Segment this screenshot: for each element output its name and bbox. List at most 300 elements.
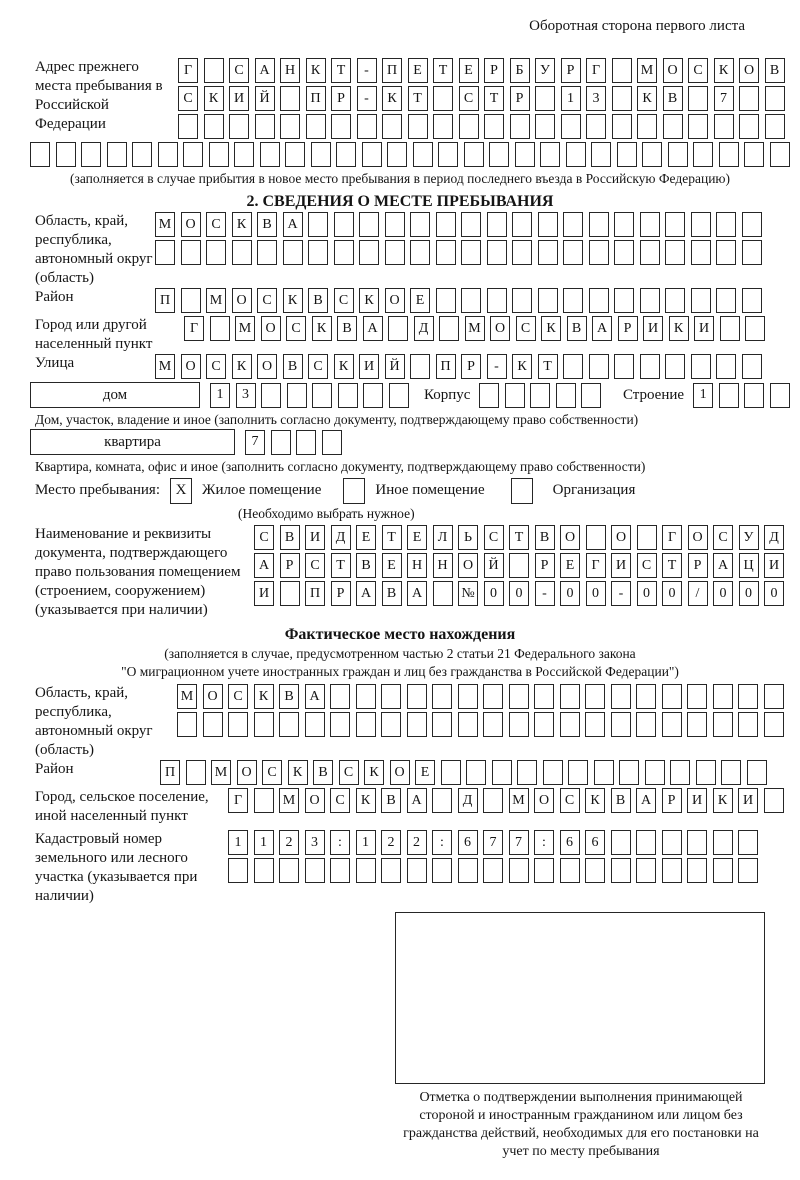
char-box[interactable] <box>535 114 555 139</box>
char-box[interactable] <box>744 383 764 408</box>
char-box[interactable] <box>363 383 383 408</box>
char-box[interactable] <box>308 212 328 237</box>
char-box[interactable]: 2 <box>279 830 299 855</box>
char-box[interactable]: А <box>255 58 275 83</box>
char-box[interactable] <box>764 788 784 813</box>
char-box[interactable] <box>228 858 248 883</box>
char-box[interactable] <box>336 142 356 167</box>
char-box[interactable] <box>637 114 657 139</box>
char-box[interactable] <box>255 114 275 139</box>
char-box[interactable]: Р <box>461 354 481 379</box>
char-box[interactable] <box>612 114 632 139</box>
char-box[interactable]: О <box>237 760 257 785</box>
char-box[interactable] <box>338 383 358 408</box>
char-box[interactable]: С <box>334 288 354 313</box>
char-box[interactable] <box>538 240 558 265</box>
char-box[interactable] <box>308 240 328 265</box>
char-box[interactable] <box>540 142 560 167</box>
char-box[interactable] <box>432 788 452 813</box>
char-box[interactable]: Е <box>408 58 428 83</box>
char-box[interactable] <box>512 288 532 313</box>
char-box[interactable]: 1 <box>693 383 713 408</box>
char-box[interactable] <box>585 858 605 883</box>
char-box[interactable]: К <box>232 212 252 237</box>
char-box[interactable] <box>509 712 529 737</box>
char-box[interactable] <box>556 383 576 408</box>
char-box[interactable] <box>560 684 580 709</box>
char-box[interactable] <box>483 858 503 883</box>
char-box[interactable] <box>439 316 459 341</box>
char-box[interactable]: А <box>363 316 383 341</box>
char-box[interactable]: Л <box>433 525 453 550</box>
char-box[interactable]: С <box>330 788 350 813</box>
char-box[interactable]: С <box>484 525 504 550</box>
char-box[interactable]: М <box>637 58 657 83</box>
char-box[interactable] <box>713 712 733 737</box>
char-box[interactable] <box>261 383 281 408</box>
char-box[interactable] <box>770 383 790 408</box>
char-box[interactable]: С <box>286 316 306 341</box>
char-box[interactable]: 0 <box>586 581 606 606</box>
char-box[interactable] <box>381 858 401 883</box>
char-box[interactable]: П <box>155 288 175 313</box>
char-box[interactable]: Е <box>382 553 402 578</box>
char-box[interactable] <box>483 684 503 709</box>
char-box[interactable]: 0 <box>764 581 784 606</box>
char-box[interactable]: С <box>229 58 249 83</box>
char-box[interactable]: К <box>254 684 274 709</box>
char-box[interactable]: О <box>181 354 201 379</box>
char-box[interactable] <box>107 142 127 167</box>
char-box[interactable]: / <box>688 581 708 606</box>
char-box[interactable] <box>586 525 606 550</box>
char-box[interactable]: С <box>459 86 479 111</box>
char-box[interactable]: В <box>283 354 303 379</box>
char-box[interactable] <box>181 240 201 265</box>
char-box[interactable] <box>280 114 300 139</box>
char-box[interactable] <box>563 354 583 379</box>
char-box[interactable]: У <box>739 525 759 550</box>
char-box[interactable] <box>436 212 456 237</box>
char-box[interactable] <box>716 288 736 313</box>
char-box[interactable] <box>509 684 529 709</box>
char-box[interactable]: 0 <box>739 581 759 606</box>
char-box[interactable] <box>745 316 765 341</box>
char-box[interactable] <box>296 430 316 455</box>
char-box[interactable]: И <box>643 316 663 341</box>
char-box[interactable]: К <box>713 788 733 813</box>
char-box[interactable] <box>688 114 708 139</box>
char-box[interactable] <box>713 684 733 709</box>
checkbox-organization[interactable] <box>511 478 533 504</box>
char-box[interactable] <box>721 760 741 785</box>
char-box[interactable]: А <box>592 316 612 341</box>
char-box[interactable] <box>636 684 656 709</box>
char-box[interactable] <box>432 858 452 883</box>
char-box[interactable]: Р <box>331 581 351 606</box>
char-box[interactable] <box>458 712 478 737</box>
char-box[interactable]: Т <box>382 525 402 550</box>
char-box[interactable]: Д <box>414 316 434 341</box>
char-box[interactable]: Ь <box>458 525 478 550</box>
char-box[interactable]: А <box>713 553 733 578</box>
char-box[interactable]: Д <box>764 525 784 550</box>
char-box[interactable] <box>517 760 537 785</box>
char-box[interactable]: Г <box>228 788 248 813</box>
char-box[interactable]: И <box>229 86 249 111</box>
char-box[interactable] <box>662 712 682 737</box>
char-box[interactable] <box>330 858 350 883</box>
char-box[interactable] <box>487 212 507 237</box>
char-box[interactable]: В <box>535 525 555 550</box>
char-box[interactable]: 2 <box>381 830 401 855</box>
char-box[interactable]: М <box>155 212 175 237</box>
char-box[interactable]: Е <box>560 553 580 578</box>
char-box[interactable]: С <box>560 788 580 813</box>
char-box[interactable] <box>637 525 657 550</box>
char-box[interactable]: В <box>611 788 631 813</box>
char-box[interactable] <box>181 288 201 313</box>
char-box[interactable] <box>614 212 634 237</box>
char-box[interactable]: 7 <box>245 430 265 455</box>
char-box[interactable]: П <box>436 354 456 379</box>
char-box[interactable] <box>560 858 580 883</box>
char-box[interactable]: С <box>637 553 657 578</box>
char-box[interactable] <box>492 760 512 785</box>
char-box[interactable] <box>459 114 479 139</box>
char-box[interactable]: 1 <box>254 830 274 855</box>
char-box[interactable] <box>432 712 452 737</box>
char-box[interactable] <box>232 240 252 265</box>
char-box[interactable] <box>739 86 759 111</box>
char-box[interactable] <box>257 240 277 265</box>
char-box[interactable] <box>663 114 683 139</box>
char-box[interactable] <box>612 58 632 83</box>
char-box[interactable] <box>389 383 409 408</box>
char-box[interactable] <box>538 288 558 313</box>
char-box[interactable] <box>589 240 609 265</box>
char-box[interactable] <box>487 240 507 265</box>
char-box[interactable]: Е <box>410 288 430 313</box>
char-box[interactable] <box>436 240 456 265</box>
char-box[interactable]: 3 <box>236 383 256 408</box>
char-box[interactable]: : <box>432 830 452 855</box>
char-box[interactable]: - <box>357 58 377 83</box>
char-box[interactable] <box>311 142 331 167</box>
char-box[interactable]: У <box>535 58 555 83</box>
char-box[interactable]: 0 <box>637 581 657 606</box>
char-box[interactable] <box>636 858 656 883</box>
char-box[interactable] <box>662 830 682 855</box>
char-box[interactable] <box>765 86 785 111</box>
char-box[interactable] <box>56 142 76 167</box>
char-box[interactable]: Г <box>586 58 606 83</box>
char-box[interactable] <box>413 142 433 167</box>
char-box[interactable]: М <box>235 316 255 341</box>
char-box[interactable] <box>387 142 407 167</box>
char-box[interactable]: Г <box>184 316 204 341</box>
char-box[interactable] <box>691 354 711 379</box>
char-box[interactable] <box>464 142 484 167</box>
char-box[interactable]: В <box>337 316 357 341</box>
char-box[interactable] <box>691 212 711 237</box>
char-box[interactable] <box>764 684 784 709</box>
char-box[interactable] <box>716 354 736 379</box>
char-box[interactable] <box>155 240 175 265</box>
char-box[interactable] <box>713 858 733 883</box>
char-box[interactable] <box>687 712 707 737</box>
char-box[interactable] <box>466 760 486 785</box>
char-box[interactable]: А <box>407 788 427 813</box>
char-box[interactable] <box>640 212 660 237</box>
char-box[interactable]: В <box>279 684 299 709</box>
char-box[interactable] <box>619 760 639 785</box>
char-box[interactable]: С <box>305 553 325 578</box>
char-box[interactable]: Р <box>662 788 682 813</box>
char-box[interactable]: А <box>636 788 656 813</box>
char-box[interactable] <box>285 142 305 167</box>
char-box[interactable]: С <box>254 525 274 550</box>
char-box[interactable] <box>636 712 656 737</box>
char-box[interactable] <box>408 114 428 139</box>
char-box[interactable] <box>479 383 499 408</box>
char-box[interactable]: О <box>490 316 510 341</box>
char-box[interactable] <box>662 684 682 709</box>
char-box[interactable] <box>611 858 631 883</box>
char-box[interactable]: Т <box>484 86 504 111</box>
char-box[interactable] <box>512 212 532 237</box>
char-box[interactable]: Р <box>688 553 708 578</box>
char-box[interactable] <box>585 684 605 709</box>
char-box[interactable]: И <box>694 316 714 341</box>
char-box[interactable]: К <box>283 288 303 313</box>
char-box[interactable]: К <box>288 760 308 785</box>
char-box[interactable]: О <box>458 553 478 578</box>
char-box[interactable] <box>738 858 758 883</box>
char-box[interactable] <box>589 212 609 237</box>
char-box[interactable]: - <box>611 581 631 606</box>
char-box[interactable] <box>322 430 342 455</box>
char-box[interactable]: М <box>206 288 226 313</box>
char-box[interactable] <box>438 142 458 167</box>
char-box[interactable]: К <box>382 86 402 111</box>
char-box[interactable]: 6 <box>560 830 580 855</box>
char-box[interactable]: М <box>211 760 231 785</box>
char-box[interactable] <box>385 212 405 237</box>
char-box[interactable] <box>563 240 583 265</box>
char-box[interactable]: С <box>206 212 226 237</box>
char-box[interactable] <box>204 58 224 83</box>
char-box[interactable]: В <box>765 58 785 83</box>
char-box[interactable]: С <box>257 288 277 313</box>
char-box[interactable] <box>158 142 178 167</box>
char-box[interactable]: 2 <box>407 830 427 855</box>
char-box[interactable] <box>742 288 762 313</box>
char-box[interactable]: И <box>359 354 379 379</box>
char-box[interactable]: 3 <box>586 86 606 111</box>
char-box[interactable] <box>484 114 504 139</box>
char-box[interactable] <box>742 240 762 265</box>
char-box[interactable]: А <box>305 684 325 709</box>
char-box[interactable]: И <box>738 788 758 813</box>
char-box[interactable]: : <box>330 830 350 855</box>
char-box[interactable]: 7 <box>714 86 734 111</box>
char-box[interactable] <box>254 788 274 813</box>
char-box[interactable] <box>410 354 430 379</box>
char-box[interactable]: К <box>669 316 689 341</box>
char-box[interactable] <box>645 760 665 785</box>
char-box[interactable] <box>461 212 481 237</box>
char-box[interactable] <box>461 240 481 265</box>
char-box[interactable]: Н <box>433 553 453 578</box>
char-box[interactable]: Д <box>331 525 351 550</box>
char-box[interactable] <box>436 288 456 313</box>
char-box[interactable] <box>356 684 376 709</box>
char-box[interactable] <box>739 114 759 139</box>
char-box[interactable]: С <box>178 86 198 111</box>
char-box[interactable]: В <box>356 553 376 578</box>
char-box[interactable]: С <box>262 760 282 785</box>
char-box[interactable]: С <box>228 684 248 709</box>
char-box[interactable]: П <box>382 58 402 83</box>
char-box[interactable]: - <box>487 354 507 379</box>
char-box[interactable] <box>765 114 785 139</box>
char-box[interactable]: О <box>688 525 708 550</box>
char-box[interactable]: И <box>611 553 631 578</box>
char-box[interactable] <box>81 142 101 167</box>
char-box[interactable] <box>206 240 226 265</box>
char-box[interactable] <box>535 86 555 111</box>
char-box[interactable] <box>719 142 739 167</box>
char-box[interactable] <box>458 684 478 709</box>
char-box[interactable] <box>234 142 254 167</box>
checkbox-other-premises[interactable] <box>343 478 365 504</box>
char-box[interactable]: О <box>739 58 759 83</box>
char-box[interactable]: 3 <box>305 830 325 855</box>
char-box[interactable] <box>512 240 532 265</box>
char-box[interactable]: К <box>714 58 734 83</box>
char-box[interactable] <box>410 212 430 237</box>
char-box[interactable]: - <box>535 581 555 606</box>
char-box[interactable]: 0 <box>484 581 504 606</box>
char-box[interactable]: К <box>541 316 561 341</box>
char-box[interactable] <box>357 114 377 139</box>
char-box[interactable] <box>742 212 762 237</box>
char-box[interactable]: М <box>465 316 485 341</box>
char-box[interactable] <box>719 383 739 408</box>
char-box[interactable] <box>510 114 530 139</box>
char-box[interactable] <box>178 114 198 139</box>
char-box[interactable]: О <box>390 760 410 785</box>
char-box[interactable]: Т <box>509 525 529 550</box>
char-box[interactable] <box>334 240 354 265</box>
char-box[interactable]: : <box>534 830 554 855</box>
char-box[interactable] <box>581 383 601 408</box>
char-box[interactable] <box>331 114 351 139</box>
char-box[interactable] <box>433 86 453 111</box>
char-box[interactable]: 7 <box>509 830 529 855</box>
char-box[interactable]: И <box>687 788 707 813</box>
char-box[interactable]: Й <box>484 553 504 578</box>
char-box[interactable] <box>283 240 303 265</box>
char-box[interactable] <box>530 383 550 408</box>
char-box[interactable] <box>687 830 707 855</box>
char-box[interactable] <box>229 114 249 139</box>
char-box[interactable] <box>714 114 734 139</box>
char-box[interactable] <box>441 760 461 785</box>
char-box[interactable] <box>665 354 685 379</box>
char-box[interactable]: С <box>308 354 328 379</box>
char-box[interactable] <box>382 114 402 139</box>
char-box[interactable] <box>509 858 529 883</box>
char-box[interactable]: Г <box>178 58 198 83</box>
char-box[interactable] <box>362 142 382 167</box>
char-box[interactable]: Е <box>459 58 479 83</box>
char-box[interactable] <box>589 354 609 379</box>
char-box[interactable]: Т <box>331 58 351 83</box>
char-box[interactable]: 0 <box>713 581 733 606</box>
char-box[interactable]: Р <box>510 86 530 111</box>
char-box[interactable]: Т <box>408 86 428 111</box>
char-box[interactable]: 1 <box>561 86 581 111</box>
char-box[interactable] <box>566 142 586 167</box>
char-box[interactable] <box>568 760 588 785</box>
char-box[interactable]: Б <box>510 58 530 83</box>
char-box[interactable]: В <box>257 212 277 237</box>
char-box[interactable] <box>254 712 274 737</box>
char-box[interactable] <box>720 316 740 341</box>
char-box[interactable] <box>356 712 376 737</box>
char-box[interactable] <box>561 114 581 139</box>
char-box[interactable] <box>410 240 430 265</box>
char-box[interactable] <box>203 712 223 737</box>
char-box[interactable] <box>640 354 660 379</box>
char-box[interactable] <box>563 288 583 313</box>
char-box[interactable] <box>691 288 711 313</box>
char-box[interactable] <box>693 142 713 167</box>
char-box[interactable] <box>716 240 736 265</box>
char-box[interactable]: Т <box>662 553 682 578</box>
char-box[interactable] <box>670 760 690 785</box>
char-box[interactable]: Й <box>385 354 405 379</box>
char-box[interactable]: Т <box>433 58 453 83</box>
char-box[interactable] <box>433 114 453 139</box>
char-box[interactable]: П <box>160 760 180 785</box>
char-box[interactable] <box>330 712 350 737</box>
char-box[interactable]: С <box>339 760 359 785</box>
char-box[interactable]: И <box>254 581 274 606</box>
char-box[interactable]: К <box>232 354 252 379</box>
char-box[interactable]: А <box>407 581 427 606</box>
char-box[interactable]: О <box>232 288 252 313</box>
char-box[interactable]: М <box>177 684 197 709</box>
char-box[interactable] <box>640 240 660 265</box>
char-box[interactable] <box>483 712 503 737</box>
char-box[interactable] <box>738 830 758 855</box>
char-box[interactable]: О <box>385 288 405 313</box>
char-box[interactable]: С <box>713 525 733 550</box>
char-box[interactable] <box>385 240 405 265</box>
char-box[interactable] <box>614 354 634 379</box>
char-box[interactable]: О <box>560 525 580 550</box>
char-box[interactable] <box>260 142 280 167</box>
char-box[interactable] <box>312 383 332 408</box>
char-box[interactable]: А <box>356 581 376 606</box>
char-box[interactable]: О <box>181 212 201 237</box>
char-box[interactable] <box>688 86 708 111</box>
char-box[interactable]: Р <box>535 553 555 578</box>
char-box[interactable] <box>132 142 152 167</box>
